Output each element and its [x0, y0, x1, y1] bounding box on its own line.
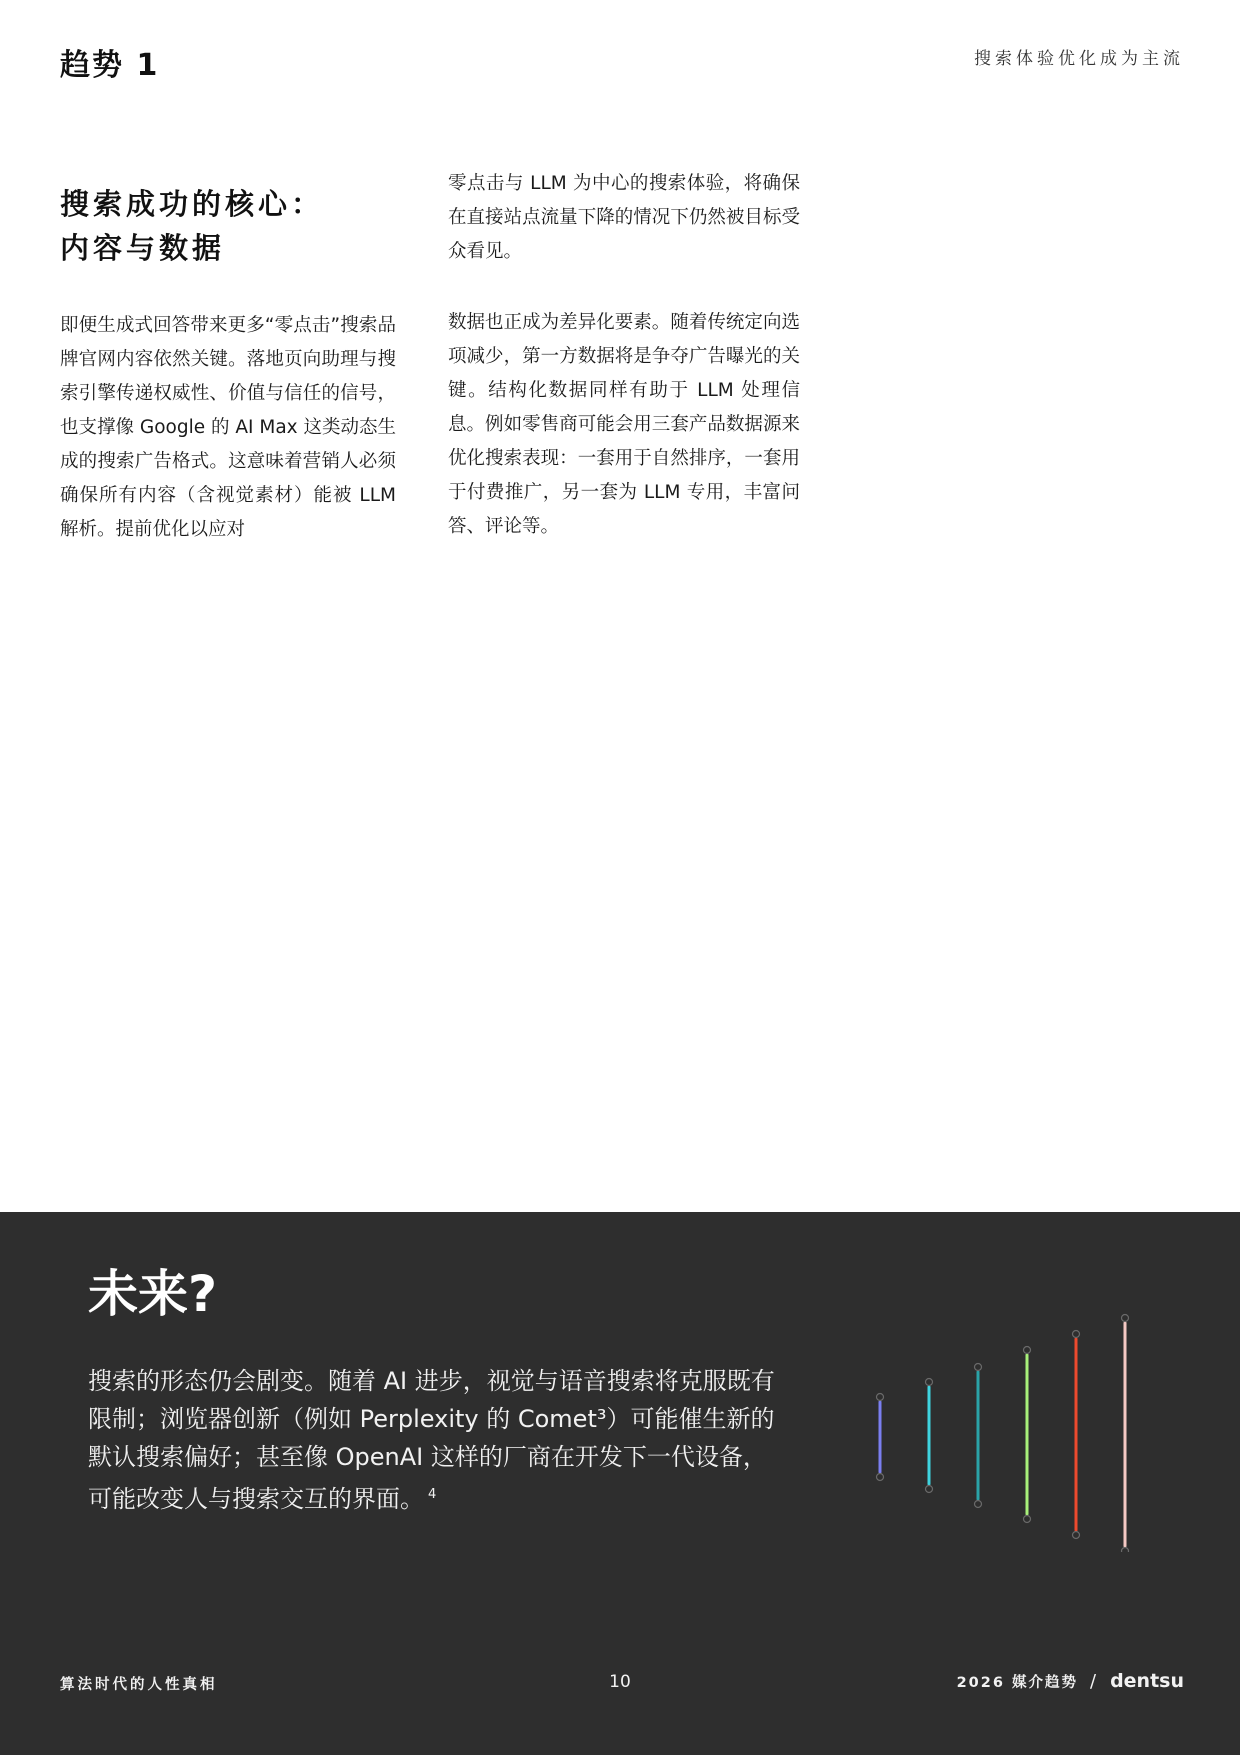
footer-brand-block	[957, 1670, 1184, 1692]
section-title-line-2: 内容与数据	[60, 231, 226, 265]
decorative-bar-5	[1073, 1331, 1080, 1539]
page-number: 10	[609, 1672, 631, 1692]
decorative-bars-graphic	[860, 1292, 1140, 1552]
future-title: 未来?	[88, 1265, 218, 1323]
footer-separator: /	[1089, 1671, 1099, 1692]
decorative-bar-2	[926, 1379, 933, 1493]
section-title	[60, 182, 420, 270]
decorative-bar-4	[1024, 1347, 1031, 1523]
decorative-bar-3	[975, 1364, 982, 1508]
dentsu-logo: dentsu	[1110, 1670, 1184, 1692]
section-title-line-1: 搜索成功的核心：	[60, 187, 325, 221]
footnote-marker: 4	[428, 1487, 437, 1502]
future-body	[88, 1362, 788, 1518]
right-column-text-bottom: 数据也正成为差异化要素。随着传统定向选项减少，第一方数据将是争夺广告曝光的关键。结构化数据同样有助于 LLM 处理信息。例如零售商可能会用三套产品数据源来优化搜索表现：一套用于自然排序，一套用于付费推广，另一套为 LLM 专用，丰富问答、评论等。	[448, 312, 800, 537]
future-body-text: 搜索的形态仍会剧变。随着 AI 进步，视觉与语音搜索将克服既有限制；浏览器创新（例如 Perplexity 的 Comet³）可能催生新的默认搜索偏好；甚至像 OpenAI 这样的厂商在开发下一代设备，可能改变人与搜索交互的界面。	[88, 1367, 775, 1513]
footer-report-label: 2026 媒介趋势	[956, 1675, 1078, 1691]
decorative-bar-6	[1122, 1315, 1129, 1553]
trend-label: 趋势 1	[60, 48, 160, 83]
left-column-text: 即便生成式回答带来更多“零点击”搜索品牌官网内容依然关键。落地页向助理与搜索引擎传递权威性、价值与信任的信号，也支撑像 Google 的 AI Max 这类动态生成的搜索广告格式。这意味着营销人必须确保所有内容（含视觉素材）能被 LLM 解析。提前优化以应对	[60, 315, 396, 540]
right-column-text-top: 零点击与 LLM 为中心的搜索体验，将确保在直接站点流量下降的情况下仍然被目标受众看见。	[448, 173, 800, 262]
decorative-bar-1	[877, 1394, 884, 1481]
footer-report-title: 算法时代的人性真相	[60, 1677, 218, 1693]
section-name: 搜索体验优化成为主流	[974, 49, 1184, 69]
